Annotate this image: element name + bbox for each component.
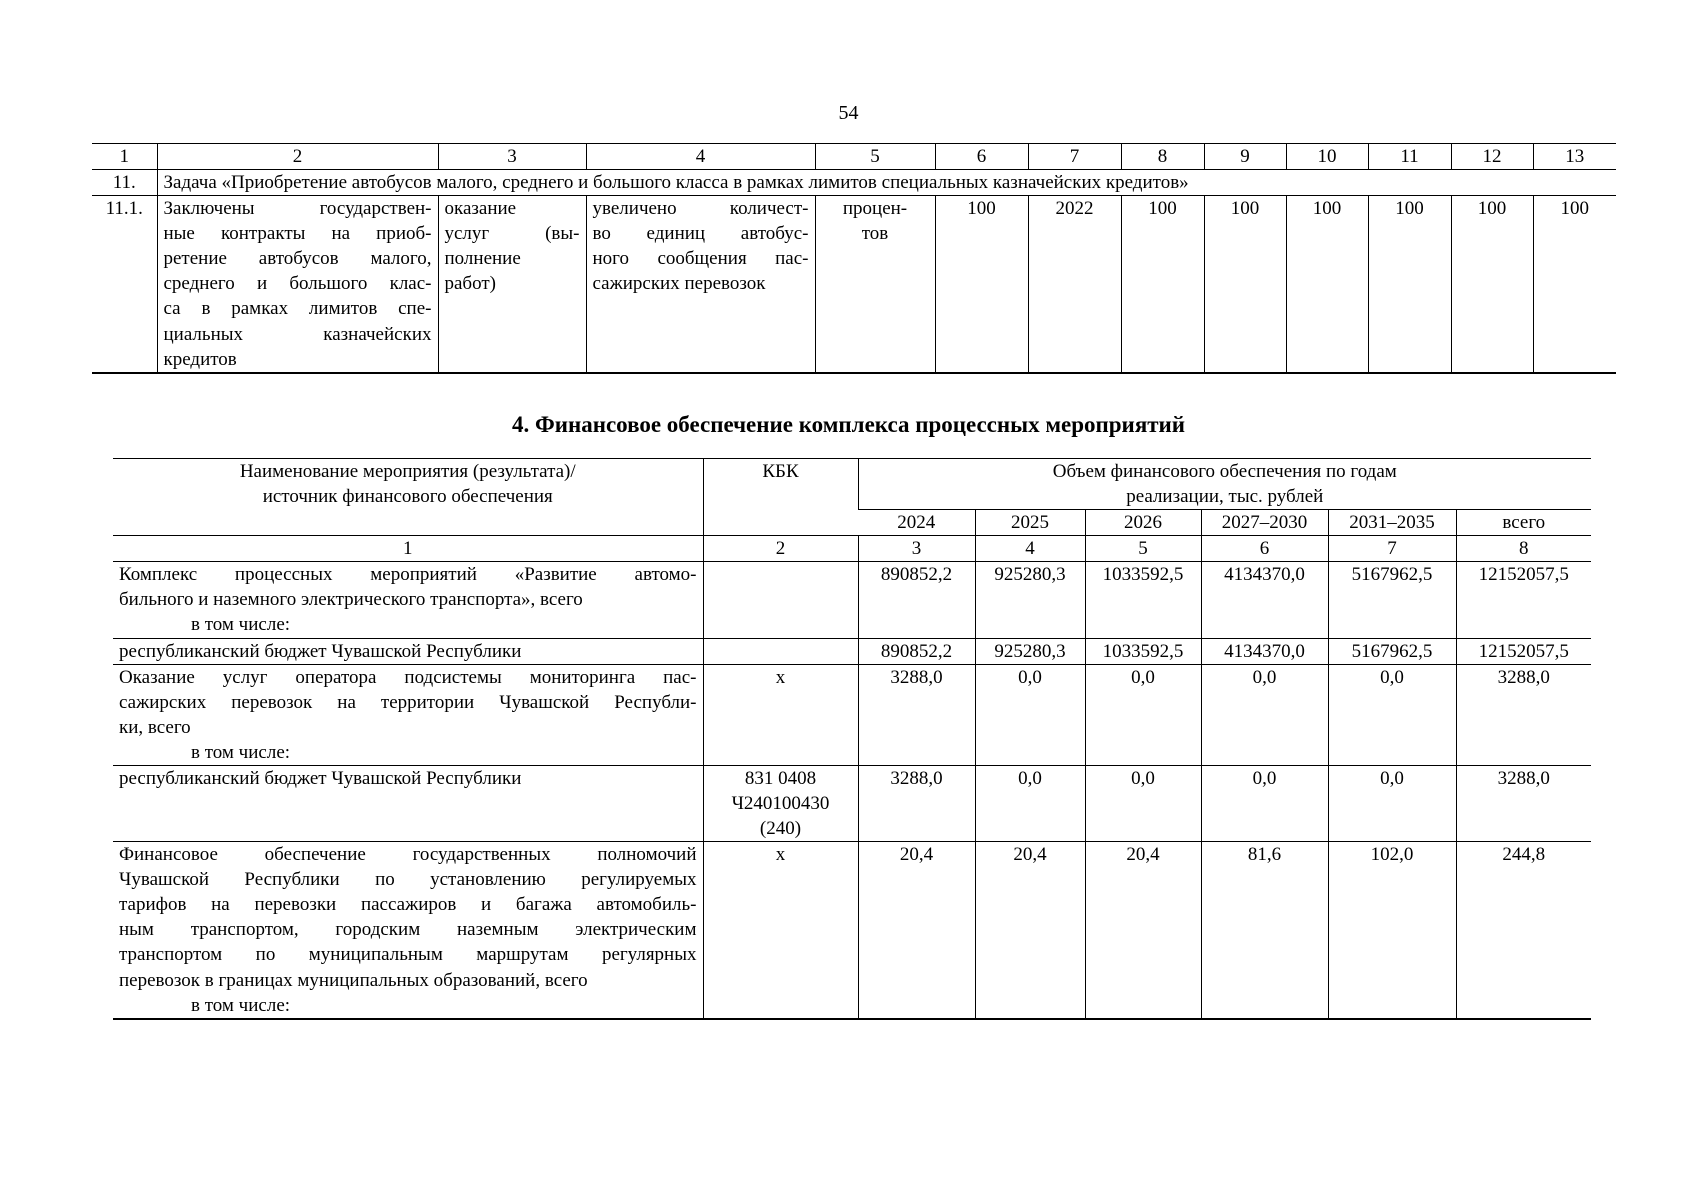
indicator-cell	[586, 196, 815, 373]
table-row	[113, 842, 1591, 1019]
result-line: циальных казначейских	[163, 323, 432, 345]
kbk-line: Ч240100430	[731, 793, 830, 815]
row-name-line: Оказание услуг оператора подсистемы мониторинга пас-	[119, 666, 697, 688]
column-numbers-row	[92, 144, 1616, 170]
row-kbk	[703, 664, 858, 765]
row-name-line: Финансовое обеспечение государственных полномочий	[119, 844, 697, 866]
in-total-label: в том числе:	[191, 741, 291, 763]
year-header: 2026	[1085, 510, 1201, 536]
row-kbk	[703, 638, 858, 664]
row-value: 5167962,5	[1328, 638, 1456, 664]
header-volume-line: Объем финансового обеспечения по годам	[1052, 461, 1397, 482]
column-number: 5	[1085, 536, 1201, 562]
type-line: полнение	[444, 248, 521, 270]
result-line: Заключены государствен-	[163, 198, 432, 220]
row-value: 3288,0	[858, 664, 975, 765]
in-total-label: в том числе:	[191, 994, 291, 1016]
year-value: 100	[1204, 196, 1286, 373]
indicator-line: увеличено количест-	[592, 198, 809, 220]
row-name	[113, 765, 703, 841]
row-value: 20,4	[1085, 842, 1201, 1019]
row-name-line: республиканский бюджет Чувашской Республики	[119, 640, 522, 662]
row-kbk	[703, 562, 858, 638]
column-number: 7	[1328, 536, 1456, 562]
row-value: 20,4	[858, 842, 975, 1019]
table-row	[113, 638, 1591, 664]
column-number: 6	[1201, 536, 1328, 562]
row-value: 925280,3	[975, 562, 1085, 638]
column-number: 13	[1533, 144, 1616, 170]
result-line: среднего и большого клас-	[163, 273, 432, 295]
row-value: 925280,3	[975, 638, 1085, 664]
year-header: 2025	[975, 510, 1085, 536]
year-value: 100	[1451, 196, 1533, 373]
column-number: 10	[1286, 144, 1368, 170]
column-numbers-row	[113, 536, 1591, 562]
row-value: 3288,0	[1456, 664, 1591, 765]
row-value: 20,4	[975, 842, 1085, 1019]
header-row	[113, 459, 1591, 510]
indicator-line: ного сообщения пас-	[592, 248, 809, 270]
column-number: 3	[438, 144, 586, 170]
year-header: 2027–2030	[1201, 510, 1328, 536]
header-name-line: Наименование мероприятия (результата)/	[239, 461, 576, 482]
type-line: оказание	[444, 198, 517, 220]
row-kbk	[703, 842, 858, 1019]
column-number: 4	[975, 536, 1085, 562]
column-number: 1	[92, 144, 157, 170]
base-year: 2022	[1028, 196, 1121, 373]
year-value: 100	[1368, 196, 1451, 373]
row-kbk	[703, 765, 858, 841]
indicator-line: во единиц автобус-	[592, 223, 809, 245]
item-number: 11.1.	[92, 196, 157, 373]
row-value: 0,0	[1085, 664, 1201, 765]
year-value: 100	[1121, 196, 1204, 373]
table-row	[113, 765, 1591, 841]
header-volume	[858, 459, 1591, 510]
year-header: 2031–2035	[1328, 510, 1456, 536]
task-text: Задача «Приобретение автобусов малого, среднего и большого класса в рамках лимитов специальных казначейских кредитов»	[157, 170, 1616, 196]
column-number: 2	[703, 536, 858, 562]
result-cell	[157, 196, 438, 373]
result-line: кредитов	[163, 348, 237, 370]
column-number: 5	[815, 144, 935, 170]
year-value: 100	[1286, 196, 1368, 373]
row-value: 0,0	[1328, 765, 1456, 841]
year-header: 2024	[858, 510, 975, 536]
year-header: всего	[1456, 510, 1591, 536]
kbk-line: х	[775, 844, 786, 866]
row-name-line: республиканский бюджет Чувашской Республики	[119, 767, 522, 789]
row-value: 4134370,0	[1201, 638, 1328, 664]
task-number: 11.	[92, 170, 157, 196]
row-value: 0,0	[975, 664, 1085, 765]
result-line: са в рамках лимитов спе-	[163, 298, 432, 320]
header-kbk: КБК	[703, 459, 858, 536]
row-name-line: бильного и наземного электрического транспорта», всего	[119, 589, 583, 611]
column-number: 2	[157, 144, 438, 170]
row-value: 890852,2	[858, 562, 975, 638]
task-row	[92, 170, 1616, 196]
row-value: 12152057,5	[1456, 562, 1591, 638]
unit-line: процен-	[842, 198, 908, 220]
row-value: 0,0	[1085, 765, 1201, 841]
column-number: 1	[113, 536, 703, 562]
financing-rows	[113, 562, 1591, 1019]
row-value: 0,0	[1201, 664, 1328, 765]
row-name	[113, 842, 703, 1019]
table-row	[113, 562, 1591, 638]
page-number: 54	[838, 102, 859, 124]
row-value: 102,0	[1328, 842, 1456, 1019]
header-name-line: источник финансового обеспечения	[262, 486, 553, 508]
kbk-line: (240)	[759, 818, 802, 840]
year-value: 100	[1533, 196, 1616, 373]
financing-table	[113, 458, 1591, 1020]
row-value: 3288,0	[1456, 765, 1591, 841]
row-name-line: сажирских перевозок на территории Чувашской Республи-	[119, 691, 697, 713]
row-name	[113, 638, 703, 664]
type-line: работ)	[444, 273, 496, 295]
row-name	[113, 664, 703, 765]
indicators-table	[92, 143, 1616, 374]
row-name-line: тарифов на перевозки пассажиров и багажа автомобиль-	[119, 894, 697, 916]
header-volume-line: реализации, тыс. рублей	[1126, 486, 1324, 508]
row-value: 4134370,0	[1201, 562, 1328, 638]
row-value: 890852,2	[858, 638, 975, 664]
column-number: 12	[1451, 144, 1533, 170]
result-line: ные контракты на приоб-	[163, 223, 432, 245]
row-value: 244,8	[1456, 842, 1591, 1019]
column-number: 4	[586, 144, 815, 170]
unit-cell	[815, 196, 935, 373]
table-row	[113, 664, 1591, 765]
in-total-label: в том числе:	[191, 614, 291, 636]
column-number: 8	[1121, 144, 1204, 170]
column-number: 8	[1456, 536, 1591, 562]
base-value: 100	[935, 196, 1028, 373]
row-value: 0,0	[1201, 765, 1328, 841]
row-name	[113, 562, 703, 638]
row-name-line: Чувашской Республики по установлению регулируемых	[119, 869, 697, 891]
row-value: 0,0	[1328, 664, 1456, 765]
item-row	[92, 196, 1616, 373]
row-value: 1033592,5	[1085, 638, 1201, 664]
type-cell	[438, 196, 586, 373]
result-line: ретение автобусов малого,	[163, 248, 432, 270]
kbk-line: 831 0408	[744, 767, 817, 789]
row-value: 5167962,5	[1328, 562, 1456, 638]
kbk-line: х	[775, 666, 786, 688]
section-title: 4. Финансовое обеспечение комплекса процессных мероприятий	[511, 412, 1186, 437]
column-number: 11	[1368, 144, 1451, 170]
row-value: 81,6	[1201, 842, 1328, 1019]
row-name-line: ным транспортом, городским наземным электрическим	[119, 919, 697, 941]
row-value: 3288,0	[858, 765, 975, 841]
row-name-line: перевозок в границах муниципальных образований, всего	[119, 969, 588, 991]
row-value: 0,0	[975, 765, 1085, 841]
indicator-line: сажирских перевозок	[592, 273, 766, 295]
column-number: 9	[1204, 144, 1286, 170]
row-name-line: Комплекс процессных мероприятий «Развитие автомо-	[119, 564, 697, 586]
column-number: 6	[935, 144, 1028, 170]
row-name-line: транспортом по муниципальным маршрутам регулярных	[119, 944, 697, 966]
unit-line: тов	[861, 223, 889, 245]
column-number: 7	[1028, 144, 1121, 170]
type-line: услуг (вы-	[444, 223, 580, 245]
column-number: 3	[858, 536, 975, 562]
row-name-line: ки, всего	[119, 716, 191, 738]
row-value: 12152057,5	[1456, 638, 1591, 664]
row-value: 1033592,5	[1085, 562, 1201, 638]
header-name	[113, 459, 703, 536]
